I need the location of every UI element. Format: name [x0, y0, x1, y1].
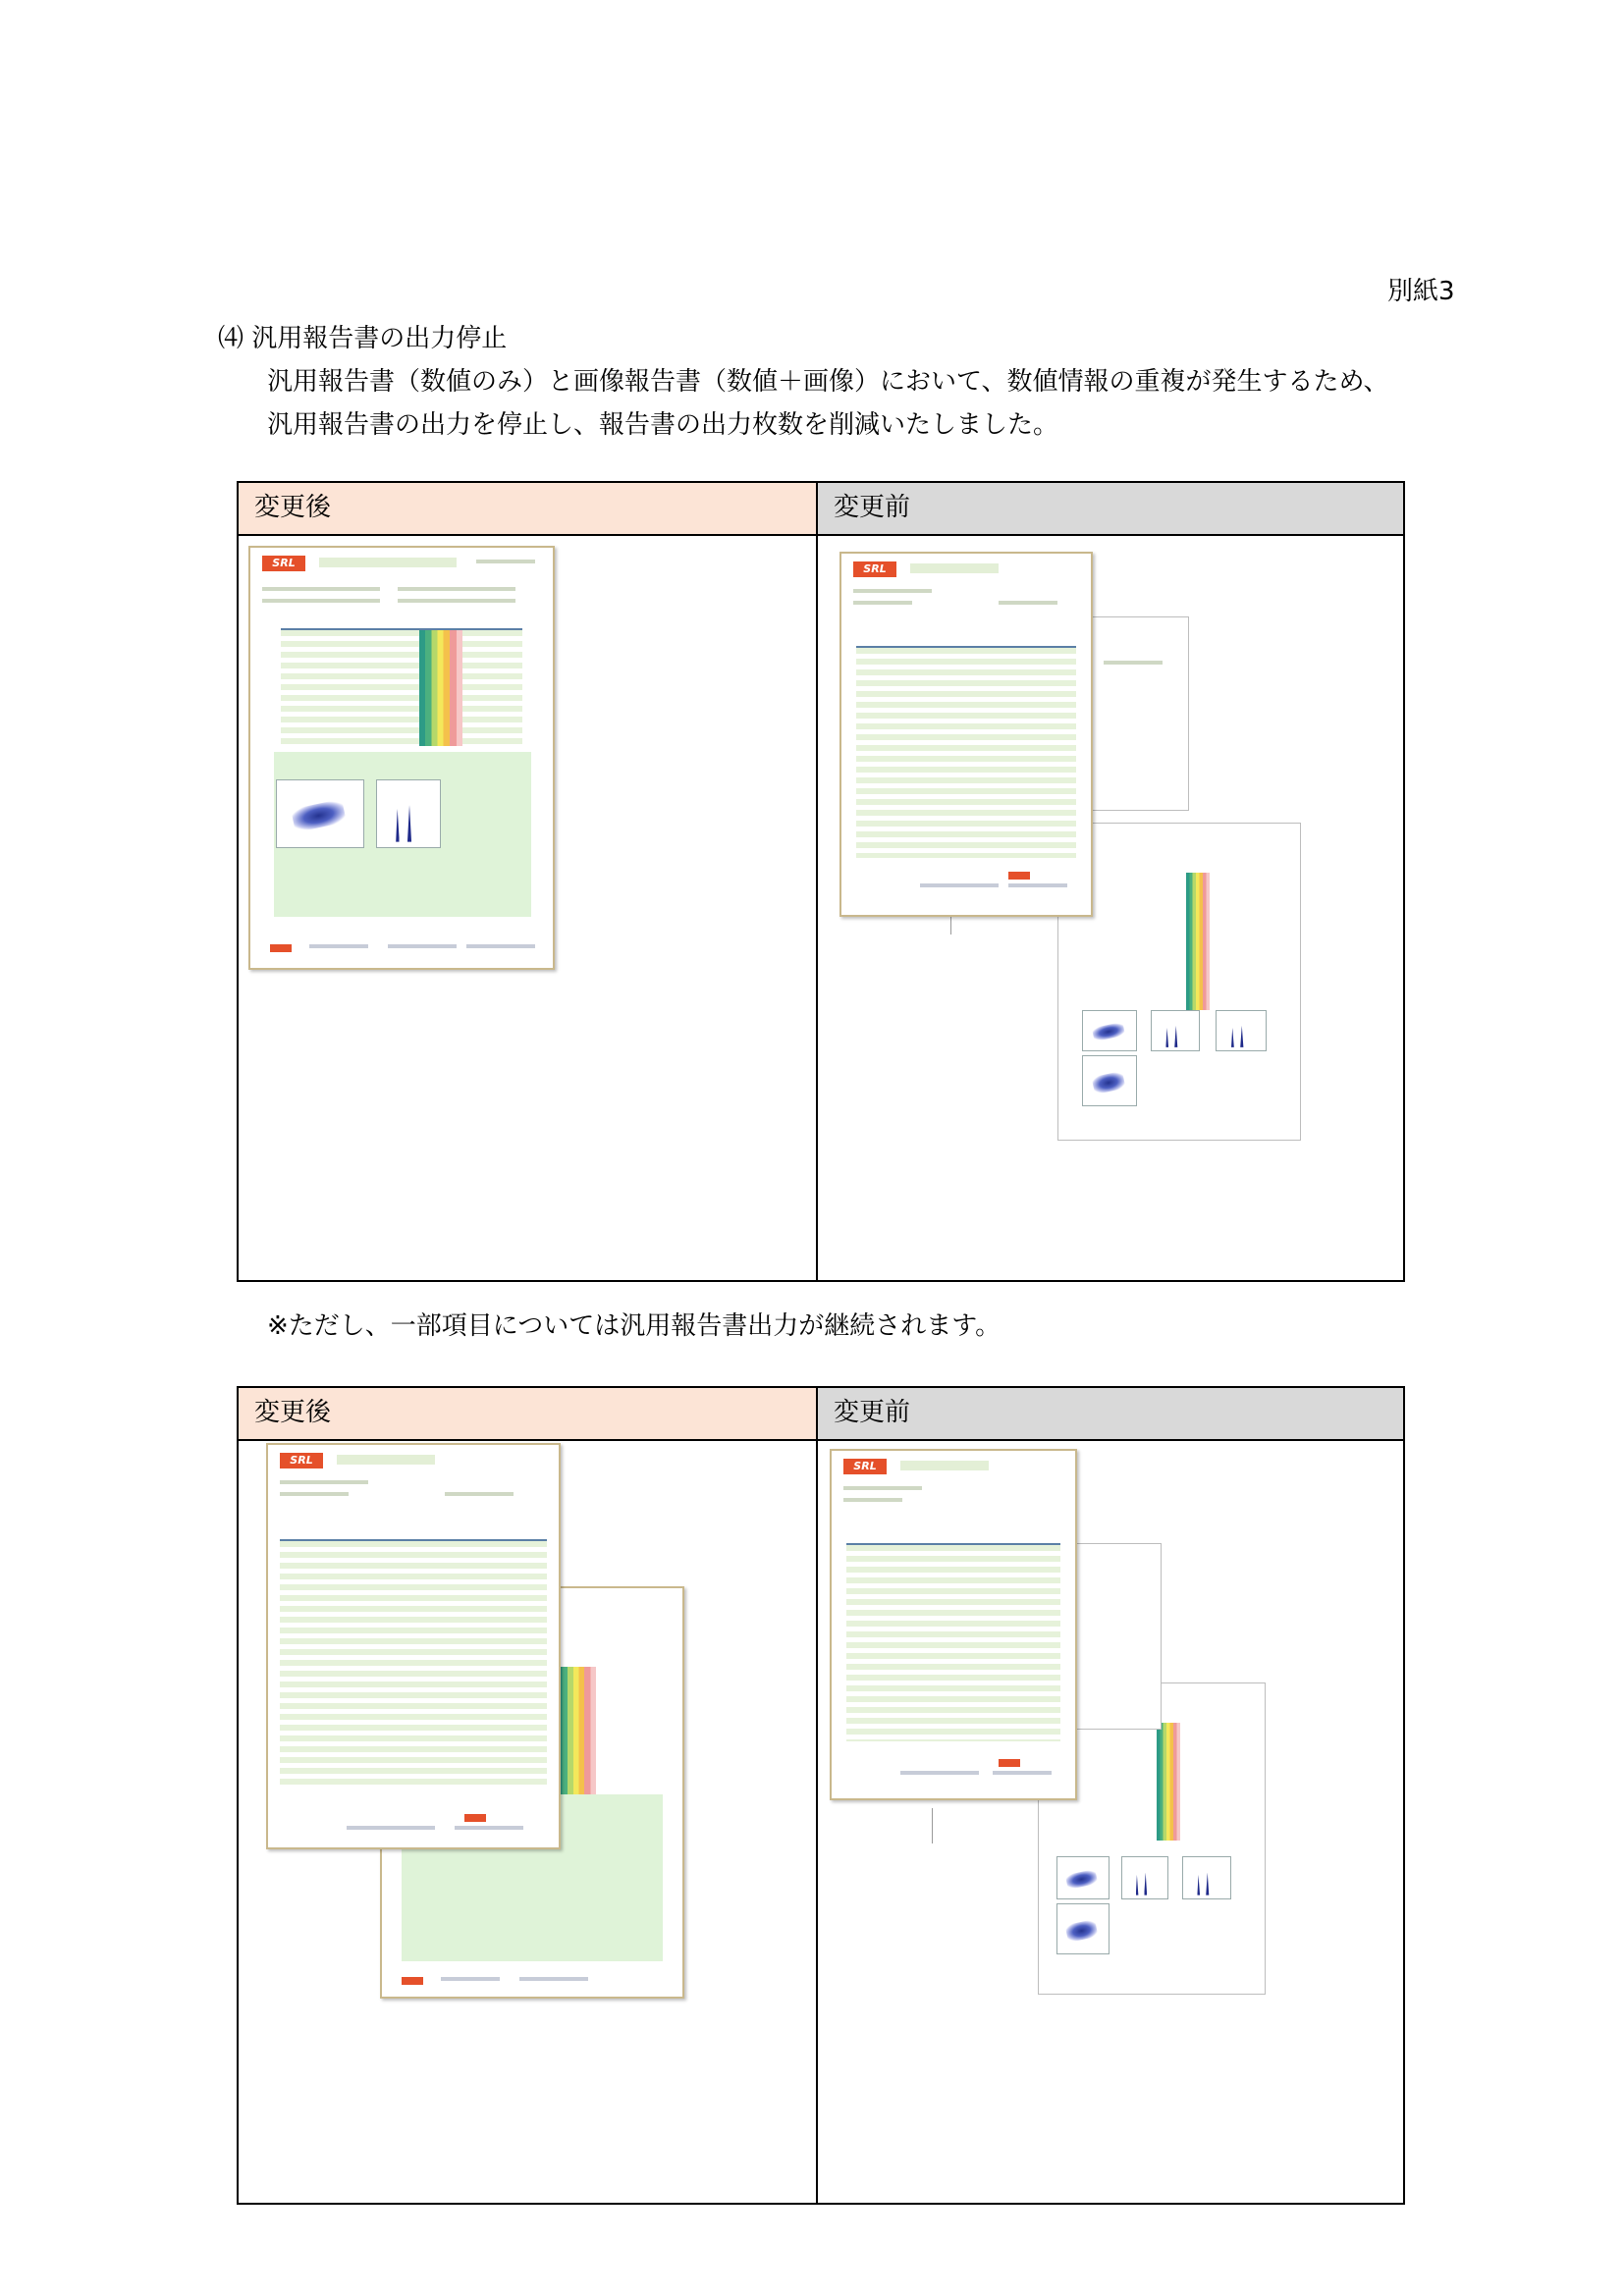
before-cell: [817, 535, 1404, 1281]
srl-logo: SRL: [262, 556, 305, 571]
annex-label: 別紙3: [1387, 277, 1455, 306]
section-heading: ⑷ 汎用報告書の出力停止: [218, 324, 508, 353]
generic-report-back-thumbnail: [1057, 823, 1301, 1141]
after-cell: [238, 535, 817, 1281]
header-before: 変更前: [817, 482, 1404, 535]
histogram-thumbnail: [376, 779, 441, 848]
comparison-table-1: [237, 481, 1405, 1282]
header-before: 変更前: [817, 1387, 1404, 1440]
generic-report-front-thumbnail: SRL: [839, 552, 1093, 917]
section-body-line-2: 汎用報告書の出力を停止し、報告書の出力枚数を削減いたしました。: [267, 410, 1059, 440]
section-body-line-1: 汎用報告書（数値のみ）と画像報告書（数値＋画像）において、数値情報の重複が発生するため、: [267, 367, 1389, 397]
scatter-plot-thumbnail: [276, 779, 364, 848]
header-after: 変更後: [238, 1387, 817, 1440]
note-text: ※ただし、一部項目については汎用報告書出力が継続されます。: [267, 1311, 1001, 1341]
comparison-table-2: [237, 1386, 1405, 2205]
before-cell: [817, 1440, 1404, 2204]
generic-report-front-thumbnail: SRL: [830, 1449, 1077, 1800]
generic-report-thumbnail: SRL: [266, 1443, 561, 1849]
after-cell: [238, 1440, 817, 2204]
header-after: 変更後: [238, 482, 817, 535]
image-report-thumbnail: [248, 546, 555, 970]
